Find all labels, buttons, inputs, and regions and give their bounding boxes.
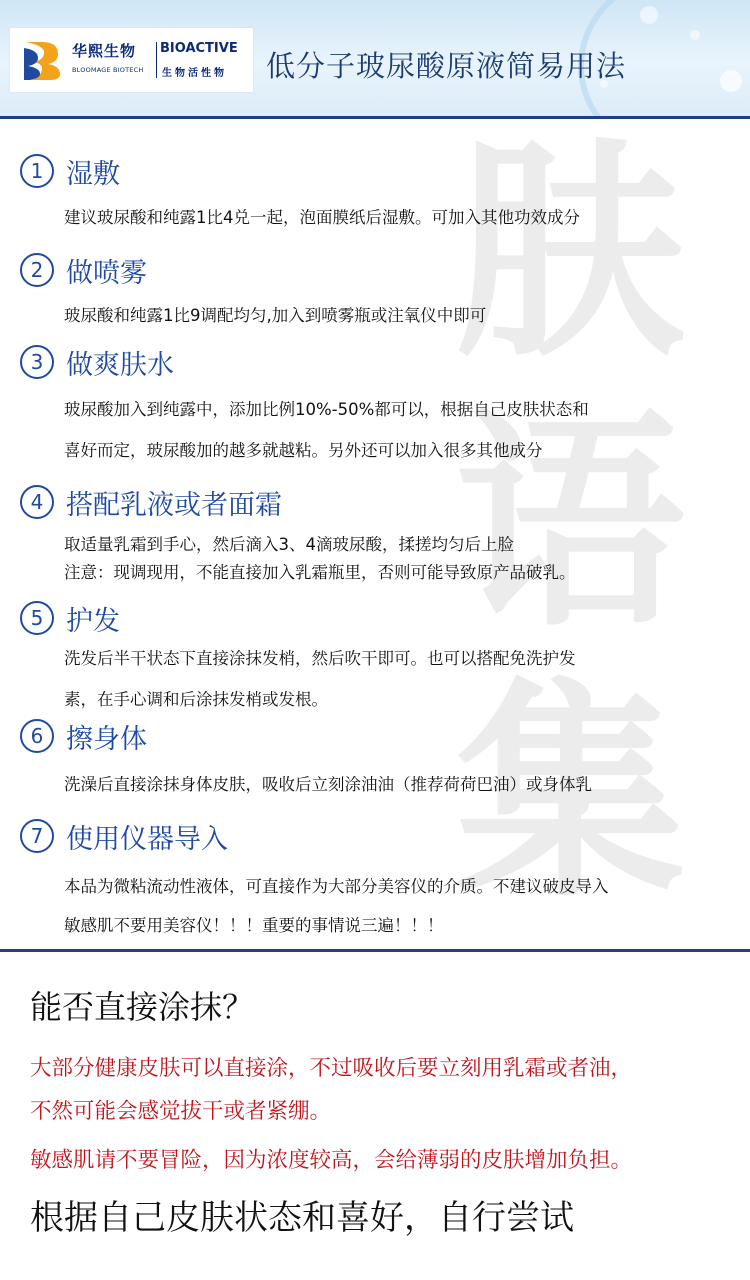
step-3-header [20, 342, 174, 382]
brand-name-cn: 华熙生物 [72, 42, 137, 60]
decor-bubble [640, 6, 658, 24]
step-4-header [20, 482, 282, 522]
step-1-text: 建议玻尿酸和纯露1比4兑一起，泡面膜纸后湿敷。可加入其他功效成分 [64, 208, 580, 227]
watermark-char: 肤 [454, 121, 685, 388]
step-1-header [20, 151, 120, 191]
step-number-badge: 6 [20, 719, 54, 753]
step-3-text: 喜好而定，玻尿酸加的越多就越粘。另外还可以加入很多其他成分 [64, 441, 543, 460]
decor-bubble [720, 70, 742, 92]
step-3-text: 玻尿酸加入到纯露中，添加比例10%-50%都可以，根据自己皮肤状态和 [64, 400, 589, 419]
step-2-text: 玻尿酸和纯露1比9调配均匀,加入到喷雾瓶或注氧仪中即可 [64, 306, 487, 325]
section-divider [0, 949, 750, 952]
watermark-char: 语 [454, 391, 685, 658]
faq-question: 能否直接涂抹？ [30, 988, 255, 1026]
step-7-warning: 敏感肌不要用美容仪！！！重要的事情说三遍！！！ [64, 916, 444, 935]
step-6-header [20, 716, 147, 756]
step-7-text: 本品为微粘流动性液体，可直接作为大部分美容仪的介质。不建议破皮导入 [64, 877, 609, 896]
step-6-text: 洗澡后直接涂抹身体皮肤，吸收后立刻涂油油（推荐荷荷巴油）或身体乳 [64, 775, 592, 794]
step-4-text: 取适量乳霜到手心，然后滴入3、4滴玻尿酸，揉搓均匀后上脸 [64, 535, 514, 554]
brand-mark-icon [20, 38, 64, 82]
header-divider [0, 116, 750, 119]
brand-sub-cn: 生物活性物 [162, 68, 227, 79]
faq-warning-line: 敏感肌请不要冒险，因为浓度较高，会给薄弱的皮肤增加负担。 [30, 1148, 633, 1173]
step-5-text: 洗发后半干状态下直接涂抹发梢，然后吹干即可。也可以搭配免洗护发 [64, 649, 576, 668]
step-title: 做喷雾 [66, 257, 147, 289]
brand-divider [156, 42, 157, 78]
faq-answer-line: 大部分健康皮肤可以直接涂，不过吸收后要立刻用乳霜或者油， [30, 1056, 633, 1081]
step-number-badge: 3 [20, 345, 54, 379]
faq-conclusion: 根据自己皮肤状态和喜好，自行尝试 [30, 1198, 574, 1238]
step-title: 护发 [66, 605, 120, 637]
step-title: 使用仪器导入 [66, 823, 228, 855]
step-5-header [20, 598, 120, 638]
step-number-badge: 5 [20, 601, 54, 635]
step-number-badge: 2 [20, 253, 54, 287]
step-2-header [20, 250, 147, 290]
page-title: 低分子玻尿酸原液简易用法 [266, 49, 627, 83]
brand-logo [10, 28, 253, 92]
step-4-note: 注意：现调现用，不能直接加入乳霜瓶里，否则可能导致原产品破乳。 [64, 563, 576, 582]
header-banner [0, 0, 750, 116]
step-number-badge: 1 [20, 154, 54, 188]
brand-name-en: BIOACTIVE [160, 41, 238, 56]
step-number-badge: 7 [20, 819, 54, 853]
watermark [420, 120, 720, 930]
step-5-text: 素，在手心调和后涂抹发梢或发根。 [64, 690, 328, 709]
faq-answer-line: 不然可能会感觉拔干或者紧绷。 [30, 1099, 332, 1124]
step-title: 搭配乳液或者面霜 [66, 489, 282, 521]
step-number-badge: 4 [20, 485, 54, 519]
step-title: 做爽肤水 [66, 349, 174, 381]
step-7-header [20, 816, 228, 856]
decor-bubble [690, 30, 700, 40]
step-title: 擦身体 [66, 723, 147, 755]
brand-sub-en: BLOOMAGE BIOTECH [72, 66, 144, 74]
watermark-char: 集 [454, 661, 685, 928]
step-title: 湿敷 [66, 158, 120, 190]
